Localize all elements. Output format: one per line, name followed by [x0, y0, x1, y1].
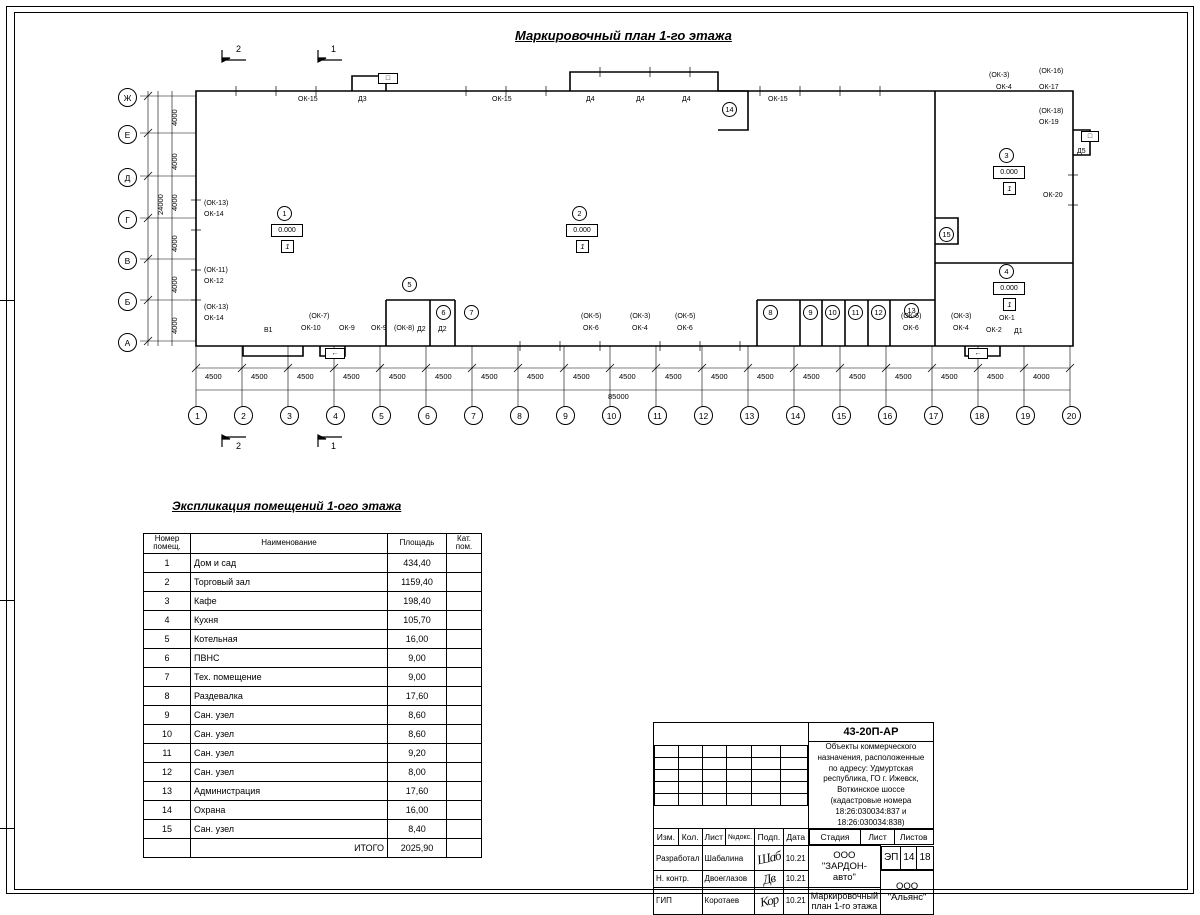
room-marker-15: 15	[939, 227, 954, 242]
opening-label: (ОК-3)	[951, 313, 972, 320]
door-label: Д4	[682, 96, 691, 103]
opening-label: ОК-19	[1039, 119, 1059, 126]
hdim-7: 4500	[481, 372, 498, 381]
room-marker-6: 6	[436, 305, 451, 320]
room-marker-7: 7	[464, 305, 479, 320]
table-row	[144, 781, 482, 800]
vdim-2: 4000	[170, 153, 179, 170]
opening-label: ОК-12	[204, 278, 224, 285]
role-1: Разработал	[654, 846, 703, 871]
opening-label: ОК-1	[999, 315, 1015, 322]
room-marker-12: 12	[871, 305, 886, 320]
grid-axis-3: 3	[280, 406, 299, 425]
section-mark-2-top: 2	[236, 44, 242, 54]
cell-area: 8,60	[388, 724, 447, 743]
cell-number: 11	[144, 743, 191, 762]
grid-axis-7: 7	[464, 406, 483, 425]
hdim-2: 4500	[251, 372, 268, 381]
door-label: Д3	[358, 96, 367, 103]
role-2-signature: Дв	[755, 870, 784, 887]
hdim-9: 4500	[573, 372, 590, 381]
explication-title: Экспликация помещений 1-ого этажа	[172, 499, 402, 513]
room-flag-4: 1	[1003, 298, 1016, 311]
table-row	[144, 553, 482, 572]
hdim-8: 4500	[527, 372, 544, 381]
cell-area: 16,00	[388, 629, 447, 648]
opening-label: ОК-4	[632, 325, 648, 332]
vdim-6: 4000	[170, 317, 179, 334]
role-1-name: Шабалина	[702, 846, 755, 871]
table-row	[144, 800, 482, 819]
grid-axis-8: 8	[510, 406, 529, 425]
cell-name: Котельная	[191, 629, 388, 648]
vdim-total: 24000	[156, 194, 165, 215]
section-mark-1-bottom: 1	[331, 441, 337, 451]
opening-label: ОК-20	[1043, 192, 1063, 199]
room-level-4: 0.000	[993, 282, 1025, 295]
cell-number: 3	[144, 591, 191, 610]
cell-kat	[447, 648, 482, 667]
grid-axis-Е: Е	[118, 125, 137, 144]
room-flag-1: 1	[281, 240, 294, 253]
sheet-number: 14	[901, 846, 917, 869]
col-izm: Изм.	[654, 829, 679, 846]
cell-area: 434,40	[388, 553, 447, 572]
title-block-table	[653, 722, 934, 915]
sheet-fold-mark-bottom	[0, 828, 14, 829]
opening-label: ОК-14	[204, 211, 224, 218]
cell-number: 9	[144, 705, 191, 724]
cell-name: Сан. узел	[191, 743, 388, 762]
cell-area: 17,60	[388, 781, 447, 800]
table-row	[144, 591, 482, 610]
grid-axis-4: 4	[326, 406, 345, 425]
door-label: Д2	[417, 326, 426, 333]
sheet-fold-mark-mid	[0, 600, 14, 601]
table-row	[144, 705, 482, 724]
header-kat: Кат. пом.	[447, 534, 482, 554]
grid-axis-Г: Г	[118, 210, 137, 229]
table-row	[144, 572, 482, 591]
explication-table	[143, 533, 482, 858]
table-total-row	[144, 838, 482, 857]
cell-number: 1	[144, 553, 191, 572]
cell-name: Сан. узел	[191, 724, 388, 743]
col-ndok: №докс.	[726, 829, 755, 846]
cell-kat	[447, 819, 482, 838]
object-description	[808, 742, 933, 829]
cell-area: 105,70	[388, 610, 447, 629]
cell-name: Кухня	[191, 610, 388, 629]
room-level-2: 0.000	[566, 224, 598, 237]
cell-kat	[447, 572, 482, 591]
vdim-3: 4000	[170, 194, 179, 211]
sheets-total: 18	[917, 846, 933, 869]
cell-kat	[447, 591, 482, 610]
customer-name: ООО "ЗАРДОН-авто"	[808, 846, 880, 888]
cell-name: Охрана	[191, 800, 388, 819]
room-marker-1: 1	[277, 206, 292, 221]
opening-label: (ОК-13)	[204, 200, 229, 207]
cell-name: Сан. узел	[191, 819, 388, 838]
grid-axis-Д: Д	[118, 168, 137, 187]
opening-label: ОК-6	[903, 325, 919, 332]
grid-axis-14: 14	[786, 406, 805, 425]
opening-label: (ОК-11)	[204, 267, 228, 274]
object-line-3: (кадастровые номера 18:26:030034:837 и 18:26:030034:838)	[830, 795, 912, 827]
role-2: Н. контр.	[654, 870, 703, 887]
opening-label: (ОК-3)	[989, 72, 1010, 79]
cell-area: 8,60	[388, 705, 447, 724]
grid-axis-15: 15	[832, 406, 851, 425]
cell-name: Раздевалка	[191, 686, 388, 705]
cell-name: ПВНС	[191, 648, 388, 667]
hdim-15: 4500	[849, 372, 866, 381]
opening-label: ОК-6	[677, 325, 693, 332]
header-area: Площадь	[388, 534, 447, 554]
opening-label: ОК-4	[953, 325, 969, 332]
grid-axis-12: 12	[694, 406, 713, 425]
cell-name: Администрация	[191, 781, 388, 800]
cell-number: 14	[144, 800, 191, 819]
vestibule-mark-right: □	[1081, 131, 1099, 142]
role-2-name: Двоеглазов	[702, 870, 755, 887]
designer-name: ООО "Альянс"	[880, 870, 933, 914]
grid-axis-2: 2	[234, 406, 253, 425]
role-1-signature: Шаб	[755, 846, 784, 871]
table-header-row	[144, 534, 482, 554]
room-flag-3: 1	[1003, 182, 1016, 195]
cell-kat	[447, 724, 482, 743]
room-level-3: 0.000	[993, 166, 1025, 179]
cell-number: 10	[144, 724, 191, 743]
object-line-1: Объекты коммерческого назначения, расположенные	[817, 742, 925, 762]
door-label: Д2	[438, 326, 447, 333]
room-marker-4: 4	[999, 264, 1014, 279]
room-marker-10: 10	[825, 305, 840, 320]
grid-axis-17: 17	[924, 406, 943, 425]
table-row	[144, 667, 482, 686]
door-label: Д4	[586, 96, 595, 103]
sheets-label: Листов	[894, 830, 933, 845]
total-label: ИТОГО	[191, 838, 388, 857]
cell-number: 2	[144, 572, 191, 591]
role-3-signature: Кор	[755, 887, 784, 914]
stage-value: ЭП	[881, 846, 900, 869]
cell-area: 198,40	[388, 591, 447, 610]
cell-kat	[447, 629, 482, 648]
opening-label: (ОК-18)	[1039, 108, 1064, 115]
room-flag-2: 1	[576, 240, 589, 253]
table-row	[144, 648, 482, 667]
cell-kat	[447, 743, 482, 762]
col-kol: Кол.	[678, 829, 702, 846]
cell-area: 8,00	[388, 762, 447, 781]
room-marker-11: 11	[848, 305, 863, 320]
room-marker-13: 13	[904, 303, 919, 318]
door-label: Д4	[636, 96, 645, 103]
hdim-17: 4500	[941, 372, 958, 381]
cell-number: 6	[144, 648, 191, 667]
total-blank	[144, 838, 191, 857]
room-marker-5: 5	[402, 277, 417, 292]
table-row	[144, 610, 482, 629]
opening-label: (ОК-5)	[675, 313, 696, 320]
cell-kat	[447, 686, 482, 705]
cell-number: 15	[144, 819, 191, 838]
opening-label: (ОК-8)	[394, 325, 415, 332]
hdim-6: 4500	[435, 372, 452, 381]
grid-axis-13: 13	[740, 406, 759, 425]
table-row	[144, 724, 482, 743]
table-row	[144, 743, 482, 762]
grid-axis-Б: Б	[118, 292, 137, 311]
room-marker-9: 9	[803, 305, 818, 320]
grid-axis-6: 6	[418, 406, 437, 425]
drawing-title: Маркировочный план 1-го этажа	[808, 887, 880, 914]
room-marker-2: 2	[572, 206, 587, 221]
hdim-1: 4500	[205, 372, 222, 381]
sheet-label: Лист	[861, 830, 895, 845]
hdim-13: 4500	[757, 372, 774, 381]
cell-number: 4	[144, 610, 191, 629]
col-list: Лист	[702, 829, 725, 846]
opening-label: ОК-4	[996, 84, 1012, 91]
opening-label: ОК-9	[339, 325, 355, 332]
hdim-total: 85000	[608, 392, 629, 401]
door-label: Д5	[1077, 148, 1086, 155]
grid-axis-16: 16	[878, 406, 897, 425]
grid-axis-18: 18	[970, 406, 989, 425]
col-podp: Подп.	[755, 829, 784, 846]
cell-kat	[447, 781, 482, 800]
room-marker-8: 8	[763, 305, 778, 320]
total-value: 2025,90	[388, 838, 447, 857]
cell-number: 13	[144, 781, 191, 800]
cell-area: 9,20	[388, 743, 447, 762]
opening-label: ОК-2	[986, 327, 1002, 334]
opening-label: ОК-14	[204, 315, 224, 322]
section-mark-1-top: 1	[331, 44, 337, 54]
cell-area: 1159,40	[388, 572, 447, 591]
opening-label: (ОК-5)	[901, 313, 922, 320]
cell-area: 16,00	[388, 800, 447, 819]
opening-label: ОК-15	[298, 96, 318, 103]
entry-mark-bottom-left: ←	[325, 348, 345, 359]
table-row	[144, 629, 482, 648]
room-marker-14: 14	[722, 102, 737, 117]
vdim-5: 4000	[170, 276, 179, 293]
cell-number: 7	[144, 667, 191, 686]
opening-label: ОК-6	[583, 325, 599, 332]
grid-axis-1: 1	[188, 406, 207, 425]
hdim-10: 4500	[619, 372, 636, 381]
cell-number: 8	[144, 686, 191, 705]
hdim-11: 4500	[665, 372, 682, 381]
hdim-4: 4500	[343, 372, 360, 381]
cell-name: Сан. узел	[191, 762, 388, 781]
cell-name: Сан. узел	[191, 705, 388, 724]
role-2-date: 10.21	[783, 870, 808, 887]
hdim-14: 4500	[803, 372, 820, 381]
cell-name: Кафе	[191, 591, 388, 610]
project-code: 43-20П-АР	[808, 723, 933, 742]
grid-axis-5: 5	[372, 406, 391, 425]
cell-name: Торговый зал	[191, 572, 388, 591]
cell-kat	[447, 667, 482, 686]
grid-axis-9: 9	[556, 406, 575, 425]
stage-label: Стадия	[809, 830, 861, 845]
vdim-4: 4000	[170, 235, 179, 252]
total-kat	[447, 838, 482, 857]
cell-kat	[447, 553, 482, 572]
cell-area: 17,60	[388, 686, 447, 705]
opening-label: ОК-17	[1039, 84, 1059, 91]
table-row	[144, 819, 482, 838]
hdim-12: 4500	[711, 372, 728, 381]
opening-label: ОК-10	[301, 325, 321, 332]
grid-axis-А: А	[118, 333, 137, 352]
opening-label: ОК-15	[768, 96, 788, 103]
cell-area: 9,00	[388, 667, 447, 686]
opening-label: ОК-9	[371, 325, 387, 332]
room-level-1: 0.000	[271, 224, 303, 237]
hdim-3: 4500	[297, 372, 314, 381]
opening-label: (ОК-13)	[204, 304, 229, 311]
cell-name: Тех. помещение	[191, 667, 388, 686]
vdim-1: 4000	[170, 109, 179, 126]
cell-kat	[447, 705, 482, 724]
hdim-5: 4500	[389, 372, 406, 381]
grid-axis-10: 10	[602, 406, 621, 425]
cell-kat	[447, 610, 482, 629]
role-3: ГИП	[654, 887, 703, 914]
table-row	[144, 762, 482, 781]
role-3-name: Коротаев	[702, 887, 755, 914]
grid-axis-В: В	[118, 251, 137, 270]
opening-label: (ОК-5)	[581, 313, 602, 320]
section-mark-2-bottom: 2	[236, 441, 242, 451]
page-title: Маркировочный план 1-го этажа	[515, 28, 732, 43]
door-label: В1	[264, 327, 273, 334]
cell-name: Дом и сад	[191, 553, 388, 572]
role-3-date: 10.21	[783, 887, 808, 914]
opening-label: (ОК-7)	[309, 313, 330, 320]
entry-mark-bottom-right: ←	[968, 348, 988, 359]
grid-axis-20: 20	[1062, 406, 1081, 425]
col-data: Дата	[783, 829, 808, 846]
opening-label: ОК-15	[492, 96, 512, 103]
cell-kat	[447, 800, 482, 819]
cell-area: 9,00	[388, 648, 447, 667]
header-name: Наименование	[191, 534, 388, 554]
hdim-16: 4500	[895, 372, 912, 381]
grid-axis-Ж: Ж	[118, 88, 137, 107]
sheet-fold-mark-top	[0, 300, 14, 301]
grid-axis-11: 11	[648, 406, 667, 425]
door-label: Д1	[1014, 328, 1023, 335]
hdim-18: 4500	[987, 372, 1004, 381]
opening-label: (ОК-3)	[630, 313, 651, 320]
table-row	[144, 686, 482, 705]
opening-label: (ОК-16)	[1039, 68, 1064, 75]
header-number: Номер помещ.	[144, 534, 191, 554]
cell-number: 5	[144, 629, 191, 648]
hdim-19: 4000	[1033, 372, 1050, 381]
room-marker-3: 3	[999, 148, 1014, 163]
object-line-2: по адресу: Удмуртская республика, ГО г. Ижевск, Воткинское шоссе	[823, 763, 919, 795]
grid-axis-19: 19	[1016, 406, 1035, 425]
vestibule-mark-top-left: □	[378, 73, 398, 84]
cell-number: 12	[144, 762, 191, 781]
cell-area: 8,40	[388, 819, 447, 838]
cell-kat	[447, 762, 482, 781]
role-1-date: 10.21	[783, 846, 808, 871]
